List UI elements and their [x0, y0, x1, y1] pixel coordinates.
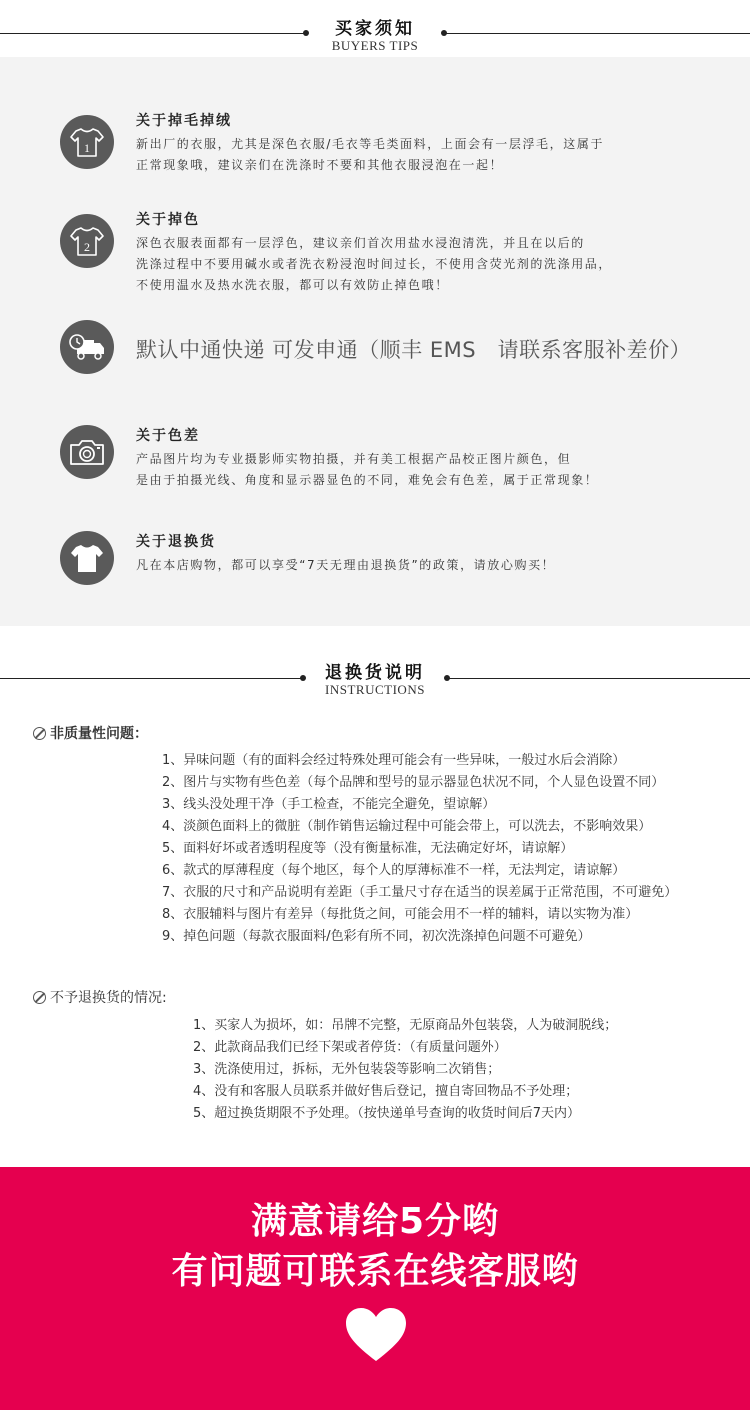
- buyers-tips-header: [0, 0, 750, 58]
- tip-body: [136, 449, 716, 491]
- list-item: 3、洗涤使用过，拆标，无外包装袋等影响二次销售；: [193, 1062, 501, 1077]
- tip-line: 凡在本店购物，都可以享受“7天无理由退换货”的政策，请放心购买！: [136, 558, 556, 572]
- tshirt-1-icon: [60, 115, 114, 169]
- rating-banner: [0, 1167, 750, 1410]
- list-item: 5、超过换货期限不予处理。（按快递单号查询的收货时间后7天内）: [193, 1106, 581, 1121]
- list-item: 4、淡颜色面料上的微脏（制作销售运输过程中可能会带上，可以洗去，不影响效果）: [162, 819, 652, 834]
- tshirt-icon: [60, 531, 114, 585]
- ban-icon: [33, 727, 46, 740]
- list-item: 7、衣服的尺寸和产品说明有差距（手工量尺寸存在适当的误差属于正常范围，不可避免）: [162, 885, 678, 900]
- list-item: 2、此款商品我们已经下架或者停货：（有质量问题外）: [193, 1040, 507, 1055]
- non-quality-list: [162, 750, 677, 948]
- buyers-tips-subtitle: BUYERS TIPS: [331, 38, 419, 53]
- tip-line: 不使用温水及热水洗衣服，都可以有效防止掉色哦！: [136, 278, 449, 292]
- tip-title: 关于掉色: [136, 212, 200, 228]
- list-item: 1、异味问题（有的面料会经过特殊处理可能会有一些异味，一般过水后会消除）: [162, 753, 626, 768]
- tip-title: 关于退换货: [136, 534, 216, 550]
- banner-line-rating: 满意请给5分哟: [250, 1201, 500, 1242]
- non-quality-heading: [33, 723, 148, 743]
- shipping-note: 默认中通快递 可发申通（顺丰 EMS 请联系客服补差价）: [136, 338, 692, 362]
- no-return-heading: [33, 987, 167, 1007]
- tip-line: 正常现象哦，建议亲们在洗涤时不要和其他衣服浸泡在一起！: [136, 158, 504, 172]
- list-item: 8、衣服辅料与图片有差异（每批货之间，可能会用不一样的辅料，请以实物为准）: [162, 907, 639, 922]
- tip-title: 关于色差: [136, 428, 200, 444]
- svg-text:1: 1: [84, 141, 90, 155]
- heading-text: 不予退换货的情况:: [50, 990, 167, 1006]
- tip-body: [136, 555, 716, 576]
- tips-panel: [0, 57, 750, 626]
- list-item: 9、掉色问题（每款衣服面料/色彩有所不同，初次洗涤掉色问题不可避免）: [162, 929, 591, 944]
- list-item: 2、图片与实物有些色差（每个品牌和型号的显示器显色状况不同，个人显色设置不同）: [162, 775, 665, 790]
- tshirt-2-icon: [60, 214, 114, 268]
- tip-body: [136, 134, 716, 176]
- instructions-subtitle: INSTRUCTIONS: [325, 682, 425, 697]
- list-item: 1、买家人为损坏，如：吊牌不完整，无原商品外包装袋，人为破洞脱线；: [193, 1018, 618, 1033]
- no-return-list: [193, 1015, 617, 1125]
- list-item: 3、线头没处理干净（手工检查，不能完全避免，望谅解）: [162, 797, 496, 812]
- list-item: 6、款式的厚薄程度（每个地区，每个人的厚薄标准不一样，无法判定，请谅解）: [162, 863, 626, 878]
- tip-line: 洗涤过程中不要用碱水或者洗衣粉浸泡时间过长，不使用含荧光剂的洗涤用品，: [136, 257, 613, 271]
- heading-text: 非质量性问题：: [50, 726, 148, 742]
- tip-line: 是由于拍摄光线、角度和显示器显色的不同，难免会有色差，属于正常现象！: [136, 473, 599, 487]
- tip-title: 关于掉毛掉绒: [136, 113, 232, 129]
- instructions-header: [0, 645, 750, 703]
- ban-icon: [33, 991, 46, 1004]
- tip-line: 产品图片均为专业摄影师实物拍摄，并有美工根据产品校正图片颜色，但: [136, 452, 572, 466]
- camera-icon: [60, 425, 114, 479]
- buyers-tips-title: 买家须知: [335, 19, 415, 39]
- list-item: 5、面料好坏或者透明程度等（没有衡量标准，无法确定好坏，请谅解）: [162, 841, 574, 856]
- tip-body: [136, 233, 716, 296]
- instructions-title: 退换货说明: [325, 663, 425, 683]
- svg-text:2: 2: [84, 240, 90, 254]
- list-item: 4、没有和客服人员联系并做好售后登记，擅自寄回物品不予处理；: [193, 1084, 579, 1099]
- tip-line: 新出厂的衣服，尤其是深色衣服/毛衣等毛类面料，上面会有一层浮毛，这属于: [136, 137, 605, 151]
- tip-line: 深色衣服表面都有一层浮色，建议亲们首次用盐水浸泡清洗，并且在以后的: [136, 236, 585, 250]
- heart-icon: [345, 1307, 407, 1363]
- delivery-truck-icon: [60, 320, 114, 374]
- banner-line-contact: 有问题可联系在线客服哟: [171, 1251, 579, 1292]
